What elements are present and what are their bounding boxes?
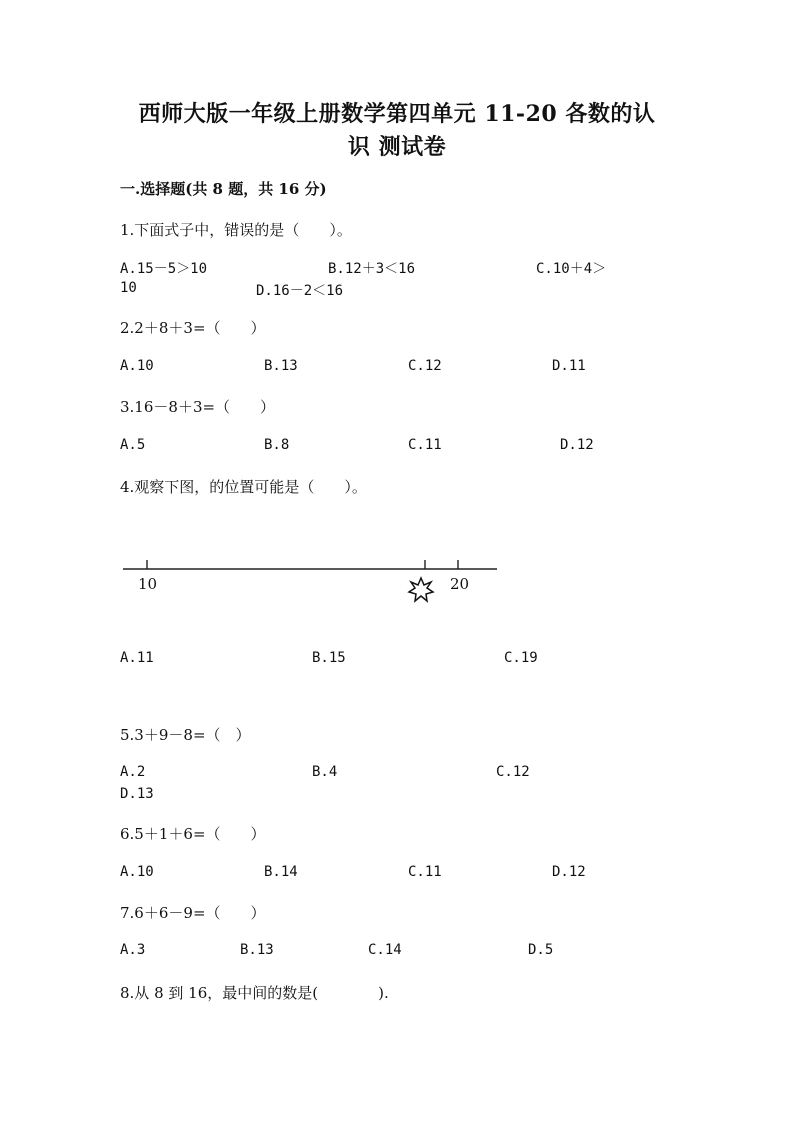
question-4-stem: 4.观察下图，的位置可能是（ ）。 [120, 478, 367, 496]
question-4-option-b: B.15 [312, 650, 346, 666]
question-3-option-b: B.8 [264, 437, 290, 453]
question-6-option-b: B.14 [264, 864, 298, 880]
number-line-label-10: 10 [138, 575, 158, 593]
question-5-option-b: B.4 [312, 764, 338, 780]
question-2-option-b: B.13 [264, 358, 298, 374]
question-7-option-c: C.14 [368, 942, 402, 958]
question-5-option-c: C.12 [496, 764, 530, 780]
question-2-option-c: C.12 [408, 358, 442, 374]
question-7-stem: 7.6＋6－9=（ ） [120, 904, 266, 922]
star-icon [409, 578, 433, 601]
page-title-line1: 西师大版一年级上册数学第四单元 11-20 各数的认 [138, 101, 656, 127]
question-3-option-d: D.12 [560, 437, 594, 453]
question-1-option-a: A.15－5＞10 [120, 261, 208, 277]
question-7-option-d: D.5 [528, 942, 554, 958]
question-3-stem: 3.16－8＋3=（ ） [120, 398, 276, 416]
question-5-option-d: D.13 [120, 786, 154, 802]
question-1-option-b: B.12＋3＜16 [328, 261, 416, 277]
question-4-option-c: C.19 [504, 650, 538, 666]
question-1-option-d: D.16－2＜16 [256, 283, 344, 299]
question-2-option-a: A.10 [120, 358, 154, 374]
page-title-line2: 识 测试卷 [347, 134, 447, 160]
question-4-option-a: A.11 [120, 650, 154, 666]
question-1-option-c: C.10＋4＞ [536, 261, 607, 277]
question-2-stem: 2.2＋8＋3=（ ） [120, 319, 266, 337]
question-8-stem: 8.从 8 到 16，最中间的数是( ). [120, 984, 389, 1002]
question-5-option-a: A.2 [120, 764, 146, 780]
question-5-stem: 5.3＋9－8=（ ） [120, 726, 251, 744]
section-heading: 一.选择题(共 8 题，共 16 分) [120, 180, 327, 198]
question-6-stem: 6.5＋1＋6=（ ） [120, 825, 266, 843]
question-3-option-a: A.5 [120, 437, 146, 453]
question-6-option-a: A.10 [120, 864, 154, 880]
question-7-option-a: A.3 [120, 942, 146, 958]
question-6-option-c: C.11 [408, 864, 442, 880]
number-line-label-20: 20 [450, 575, 470, 593]
question-1-option-c-cont: 10 [120, 280, 137, 296]
question-7-option-b: B.13 [240, 942, 274, 958]
question-6-option-d: D.12 [552, 864, 586, 880]
question-1-stem: 1.下面式子中，错误的是（ ）。 [120, 221, 352, 239]
question-2-option-d: D.11 [552, 358, 586, 374]
question-3-option-c: C.11 [408, 437, 442, 453]
